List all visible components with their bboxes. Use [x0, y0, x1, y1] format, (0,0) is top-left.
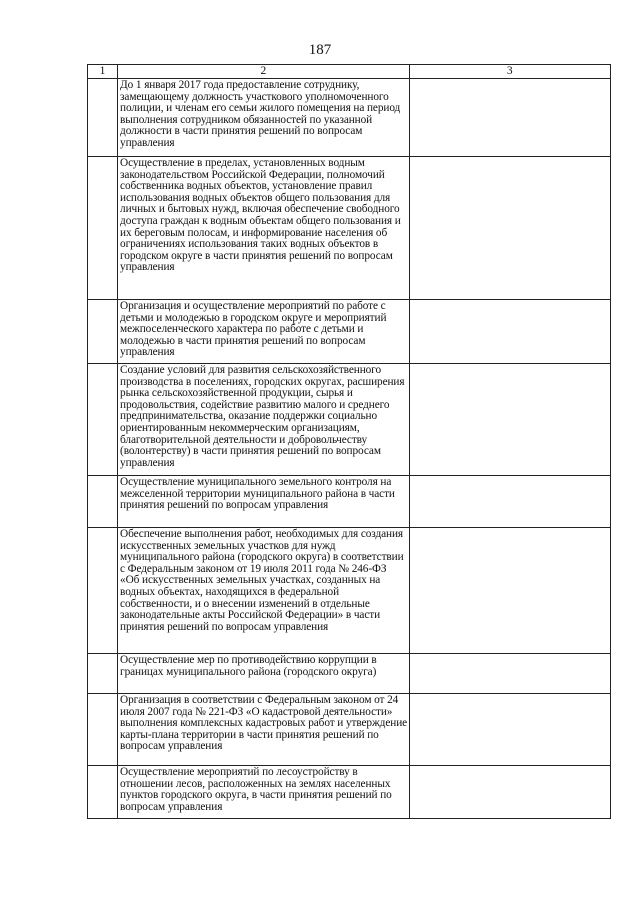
row-text: Организация и осуществление мероприятий по работе с детьми и молодежью в городском округе и мероприятий межпоселенческого характера по работе с детьми и молодежью в части принятия решений по вопросам управления	[120, 300, 387, 359]
column-header-1: 1	[88, 65, 118, 79]
row-text: Обеспечение выполнения работ, необходимых для создания искусственных земельных участков для нужд муниципального района (городского округа) в соответствии с Федеральным законом от 19 июля 2011 года № 246-ФЗ «Об искусственных земельных участках, созданных на водных объектах, находящихся в федеральной собственности, и о внесении изменений в отдельные законодательные акты Российской Федерации» в части принятия решений по вопросам управления	[120, 528, 404, 633]
row-notes-cell	[409, 694, 610, 766]
row-text-cell	[118, 364, 410, 476]
row-text-cell	[118, 766, 410, 819]
table-row	[88, 364, 611, 476]
table-row	[88, 476, 611, 528]
row-number-cell	[88, 766, 118, 819]
row-number-cell	[88, 79, 118, 157]
row-text-cell	[118, 157, 410, 300]
row-notes-cell	[409, 476, 610, 528]
row-text: Осуществление мероприятий по лесоустройству в отношении лесов, расположенных на землях населенных пунктов городского округа, в части принятия решений по вопросам управления	[120, 766, 392, 813]
table-header-row	[88, 65, 611, 79]
row-text-cell	[118, 528, 410, 654]
row-number-cell	[88, 528, 118, 654]
table-row	[88, 300, 611, 364]
row-text-cell	[118, 300, 410, 364]
row-text: Осуществление мер по противодействию коррупции в границах муниципального района (городского округа)	[120, 654, 377, 678]
row-notes-cell	[409, 364, 610, 476]
row-number-cell	[88, 300, 118, 364]
column-header-3: 3	[409, 65, 610, 79]
row-text-cell	[118, 654, 410, 694]
table-row	[88, 157, 611, 300]
row-text-cell	[118, 79, 410, 157]
row-notes-cell	[409, 766, 610, 819]
row-number-cell	[88, 476, 118, 528]
row-text-cell	[118, 476, 410, 528]
row-text: Осуществление в пределах, установленных водным законодательством Российской Федерации, полномочий собственника водных объектов, установление правил использования водных объектов общего пользования для личных и бытовых нужд, включая обеспечение свободного доступа граждан к водным объектам общего пользования и их береговым полосам, и информирование населения об ограничениях использования таких водных объектов в городском округе в части принятия решений по вопросам управления	[120, 157, 401, 274]
row-text: До 1 января 2017 года предоставление сотруднику, замещающему должность участкового уполномоченного полиции, и членам его семьи жилого помещения на период выполнения сотрудником обязанностей по указанной должности в части принятия решений по вопросам управления	[120, 79, 401, 149]
row-notes-cell	[409, 300, 610, 364]
table-row	[88, 766, 611, 819]
row-notes-cell	[409, 528, 610, 654]
row-number-cell	[88, 694, 118, 766]
row-text-cell	[118, 694, 410, 766]
table-row	[88, 528, 611, 654]
row-text: Организация в соответствии с Федеральным законом от 24 июля 2007 года № 221-ФЗ «О кадастровой деятельности» выполнения комплексных кадастровых работ и утверждение карты-плана территории в части принятия решений по вопросам управления	[120, 694, 408, 753]
row-number-cell	[88, 157, 118, 300]
row-number-cell	[88, 364, 118, 476]
table-row	[88, 654, 611, 694]
row-notes-cell	[409, 157, 610, 300]
row-notes-cell	[409, 654, 610, 694]
column-header-2: 2	[118, 65, 410, 79]
row-text: Осуществление муниципального земельного контроля на межселенной территории муниципального района в части принятия решений по вопросам управления	[120, 476, 395, 512]
row-number-cell	[88, 654, 118, 694]
page-number: 187	[308, 42, 332, 58]
document-table	[87, 64, 611, 819]
row-notes-cell	[409, 79, 610, 157]
table-row	[88, 694, 611, 766]
table-row	[88, 79, 611, 157]
row-text: Создание условий для развития сельскохозяйственного производства в поселениях, городских округах, расширения рынка сельскохозяйственной продукции, сырья и продовольствия, содействие развитию малого и среднего предпринимательства, оказание поддержки социально ориентированным некоммерческим организациям, благотворительной деятельности и добровольчеству (волонтерству) в части принятия решений по вопросам управления	[120, 364, 405, 469]
